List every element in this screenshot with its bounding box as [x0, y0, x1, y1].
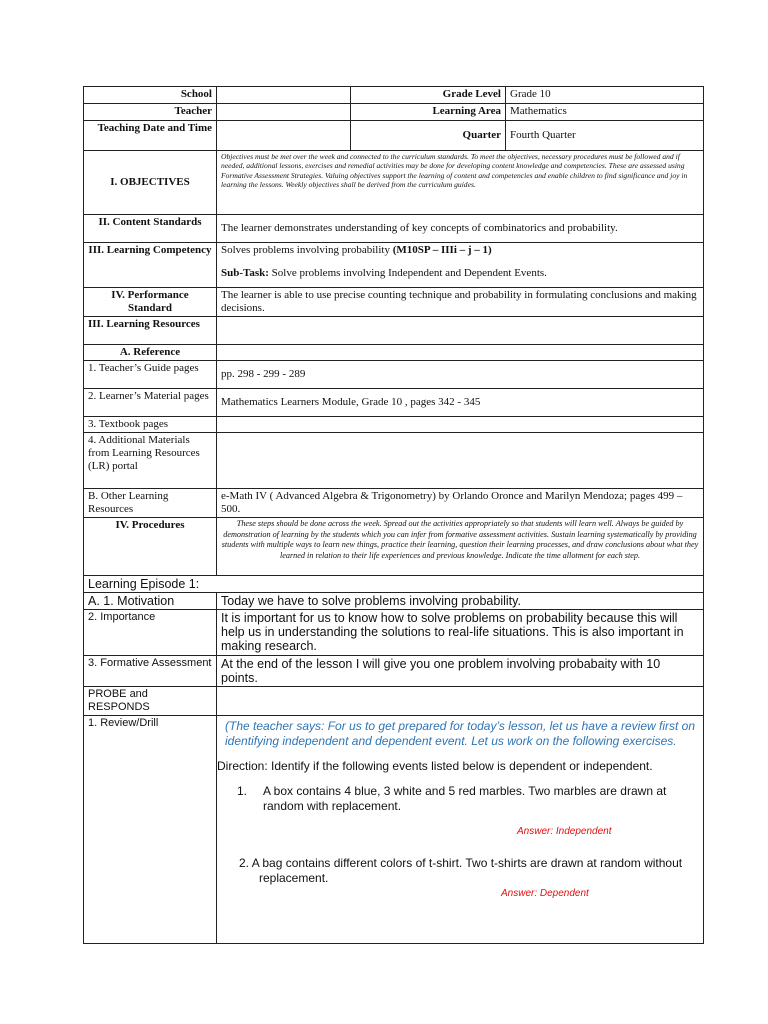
item-1: [237, 784, 699, 814]
direction-text: Direction: Identify if the following events listed below is dependent or independent.: [217, 759, 653, 773]
competency-text: Solves problems involving probability: [221, 244, 393, 256]
probe-row: [84, 687, 704, 716]
teacher-row: [84, 104, 704, 121]
learning-competency-cell: [217, 243, 704, 288]
item-2: [239, 856, 709, 886]
item-1-text: A box contains 4 blue, 3 white and 5 red marbles. Two marbles are drawn at random with replacement.: [263, 784, 667, 813]
teacher-value: [217, 104, 351, 121]
objectives-text: Objectives must be met over the week and connected to the curriculum standards. To meet the objectives, necessary procedures must be followed and if needed, additional lessons, exercises and remedial activities may be done for developing content knowledge and competencies. These are assessed using Formative Assessment Strategies. Valuing objectives support the learning of content and competencies and enable children to find significance and joy in learning the lessons. Weekly objectives shall be derived from the curriculum guides.: [217, 151, 704, 215]
grade-level-value: Grade 10: [506, 87, 704, 104]
content-standards-text: The learner demonstrates understanding of key concepts of combinatorics and probability.: [217, 215, 704, 243]
teachers-guide-value: pp. 298 - 299 - 289: [217, 361, 704, 389]
motivation-text: Today we have to solve problems involving probability.: [217, 593, 704, 610]
school-row: [84, 87, 704, 104]
procedures-text: These steps should be done across the week. Spread out the activities appropriately so that students will learn well. Always be guided by demonstration of learning by the students which you can infer from formative assessment activities. Sustain learning systematically by providing students with multiple ways to learn new things, practice their learning, question their learning processes, and draw conclusions about what they learned in relation to their life experiences and previous knowledge. Indicate the time allotment for each step.: [217, 518, 704, 576]
learners-material-row: [84, 389, 704, 417]
date-label: Teaching Date and Time: [84, 121, 217, 151]
other-resources-row: [84, 489, 704, 518]
learning-area-label: Learning Area: [351, 104, 506, 121]
performance-standard-row: [84, 288, 704, 317]
motivation-row: [84, 593, 704, 610]
performance-standard-text: The learner is able to use precise counting technique and probability in formulating conclusions and making decisions.: [217, 288, 704, 317]
item-2-text: A bag contains different colors of t-shirt. Two t-shirts are drawn at random without replacement.: [251, 856, 683, 885]
teacher-says-text: (The teacher says: For us to get prepared for today’s lesson, let us have a review first on identifying independent and dependent event. Let us work on the following exercises.: [225, 719, 696, 748]
quarter-label: Quarter: [351, 121, 506, 151]
probe-label: PROBE and RESPONDS: [84, 687, 217, 716]
item-1-answer: Answer: Independent: [517, 826, 612, 837]
teachers-guide-row: [84, 361, 704, 389]
reference-row: [84, 345, 704, 361]
importance-text: It is important for us to know how to solve problems on probability because this will help us in understanding the solutions to real-life situations. This is also important in making research.: [217, 610, 704, 656]
teachers-guide-label: 1. Teacher’s Guide pages: [84, 361, 217, 389]
subtask-text: Solve problems involving Independent and Dependent Events.: [268, 267, 547, 279]
learners-material-value: Mathematics Learners Module, Grade 10 , pages 342 - 345: [217, 389, 704, 417]
quarter-value: Fourth Quarter: [506, 121, 704, 151]
additional-materials-row: [84, 433, 704, 489]
subtask-line: [221, 267, 699, 280]
additional-materials-value: [217, 433, 704, 489]
date-value: [217, 121, 351, 151]
competency-line: [221, 244, 699, 257]
formative-row: [84, 656, 704, 687]
reference-value: [217, 345, 704, 361]
formative-text: At the end of the lesson I will give you one problem involving probabaity with 10 points.: [217, 656, 704, 687]
probe-value: [217, 687, 704, 716]
importance-label: 2. Importance: [84, 610, 217, 656]
procedures-row: [84, 518, 704, 576]
grade-level-label: Grade Level: [351, 87, 506, 104]
importance-row: [84, 610, 704, 656]
learners-material-label: 2. Learner’s Material pages: [84, 389, 217, 417]
textbook-label: 3. Textbook pages: [84, 417, 217, 433]
other-resources-label: B. Other Learning Resources: [84, 489, 217, 518]
objectives-label: I. OBJECTIVES: [84, 151, 217, 215]
learning-area-value: Mathematics: [506, 104, 704, 121]
date-row: [84, 121, 704, 151]
episode-row: [84, 576, 704, 593]
teacher-label: Teacher: [84, 104, 217, 121]
subtask-label: Sub-Task:: [221, 267, 269, 279]
additional-materials-label: 4. Additional Materials from Learning Resources (LR) portal: [84, 433, 217, 489]
learning-resources-value: [217, 317, 704, 345]
learning-resources-row: [84, 317, 704, 345]
content-standards-row: [84, 215, 704, 243]
learning-resources-label: III. Learning Resources: [84, 317, 217, 345]
review-drill-label: 1. Review/Drill: [84, 716, 217, 944]
item-1-number: 1.: [237, 784, 248, 798]
learning-competency-row: [84, 243, 704, 288]
review-drill-content: [217, 716, 704, 944]
item-2-answer: Answer: Dependent: [501, 888, 589, 899]
objectives-row: [84, 151, 704, 215]
school-label: School: [84, 87, 217, 104]
episode-label: Learning Episode 1:: [84, 576, 704, 593]
procedures-label: IV. Procedures: [84, 518, 217, 576]
motivation-label: A. 1. Motivation: [84, 593, 217, 610]
textbook-row: [84, 417, 704, 433]
lesson-plan-table: [83, 86, 704, 944]
review-drill-row: [84, 716, 704, 944]
performance-standard-label: IV. Performance Standard: [84, 288, 217, 317]
textbook-value: [217, 417, 704, 433]
content-standards-label: II. Content Standards: [84, 215, 217, 243]
learning-competency-label: III. Learning Competency: [84, 243, 217, 288]
competency-code: (M10SP – IIIi – j – 1): [392, 244, 492, 256]
formative-label: 3. Formative Assessment: [84, 656, 217, 687]
school-value: [217, 87, 351, 104]
reference-label: A. Reference: [84, 345, 217, 361]
other-resources-value: e-Math IV ( Advanced Algebra & Trigonometry) by Orlando Oronce and Marilyn Mendoza; pages 499 – 500.: [217, 489, 704, 518]
item-2-number: 2.: [239, 856, 250, 870]
